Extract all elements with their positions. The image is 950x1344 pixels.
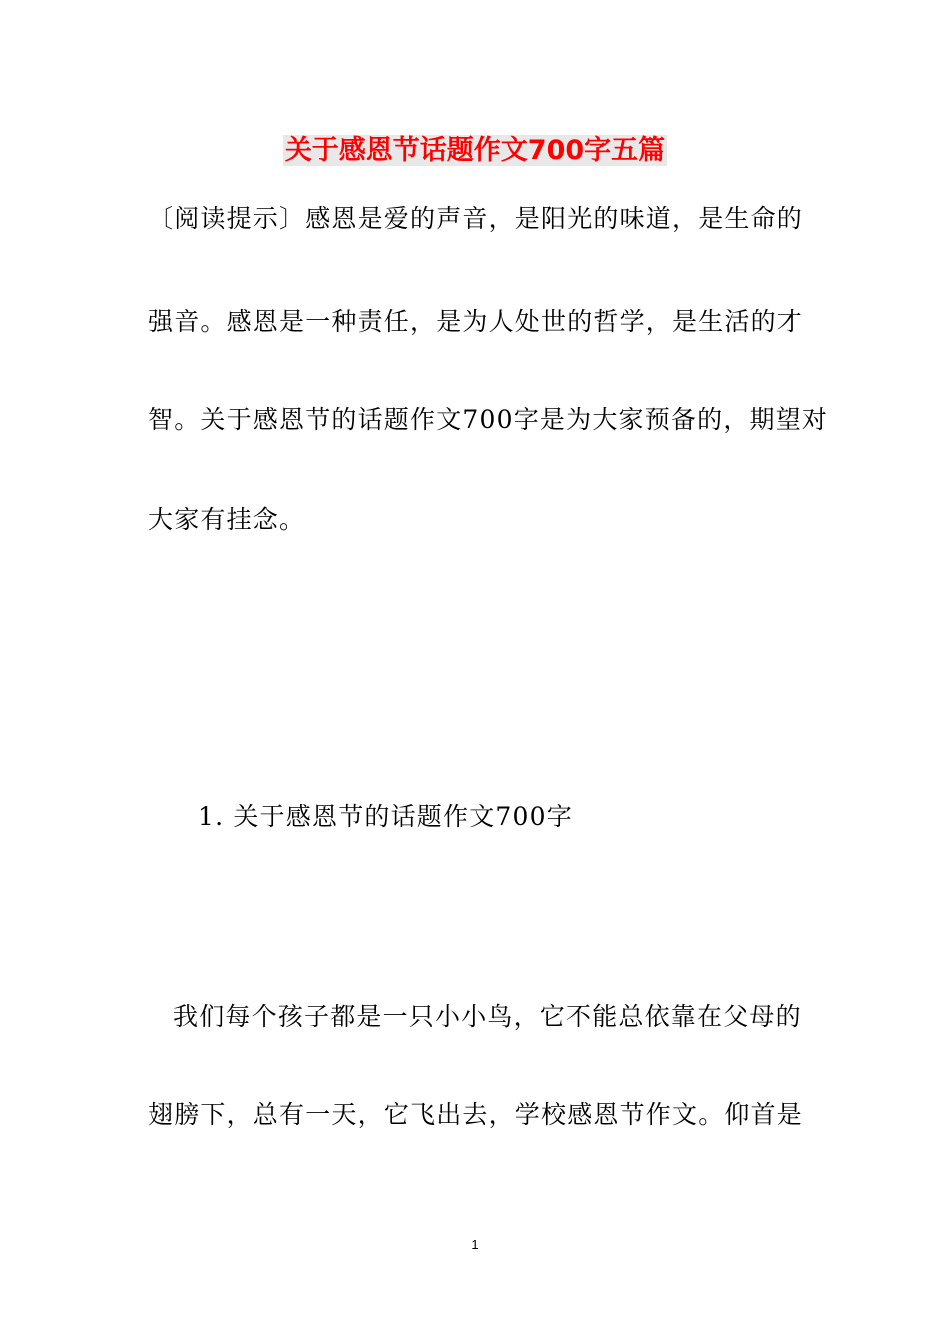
page-number: 1: [471, 1237, 479, 1252]
document-title: [0, 133, 950, 169]
body-line-1: 我们每个孩子都是一只小小鸟，它不能总依靠在父母的: [173, 1002, 802, 1031]
intro-line-4: 大家有挂念。: [148, 505, 306, 534]
document-title-text: 关于感恩节话题作文700字五篇: [284, 135, 666, 166]
body-line-2: 翅膀下，总有一天，它飞出去，学校感恩节作文。仰首是: [148, 1100, 804, 1129]
intro-line-2: 强音。感恩是一种责任，是为人处世的哲学，是生活的才: [148, 307, 804, 336]
intro-line-3: 智。关于感恩节的话题作文700字是为大家预备的，期望对: [148, 405, 829, 434]
intro-line-1: 〔阅读提示〕感恩是爱的声音，是阳光的味道，是生命的: [148, 204, 804, 233]
section-heading: 1. 关于感恩节的话题作文700字: [198, 802, 573, 831]
